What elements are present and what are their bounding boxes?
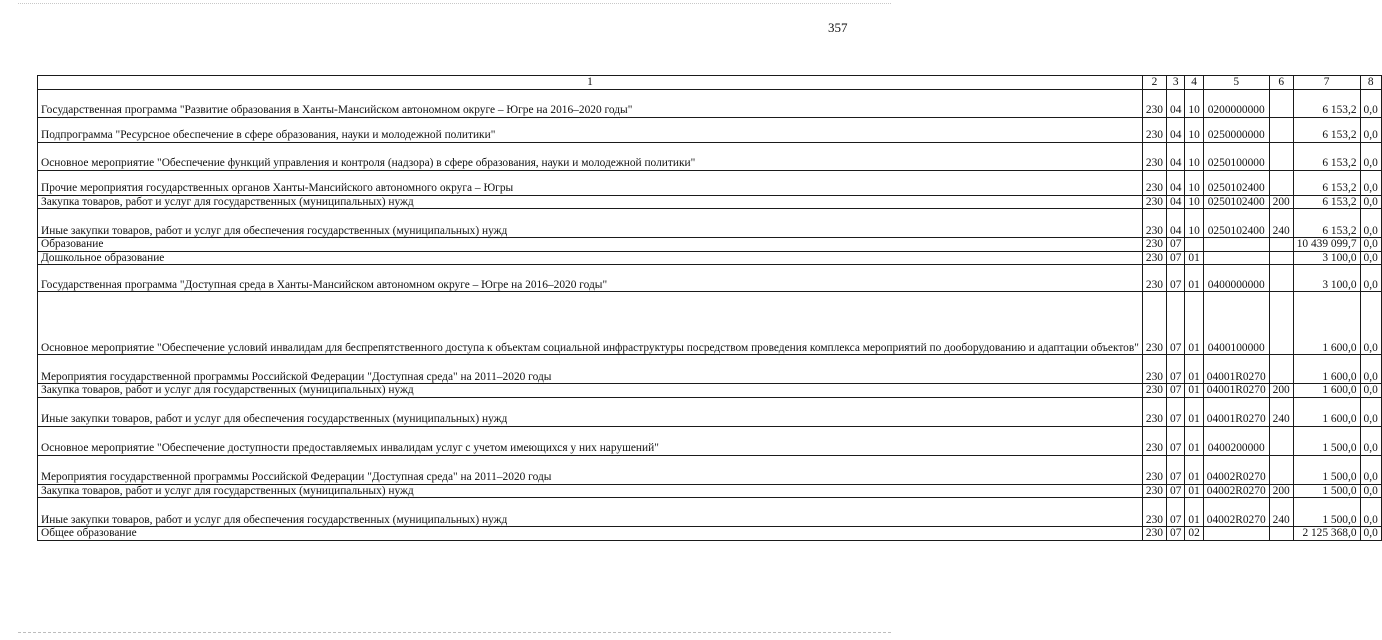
row-amount-subvention: 0,0 — [1360, 355, 1381, 384]
row-amount-total: 6 153,2 — [1293, 117, 1360, 142]
row-amount-total: 1 500,0 — [1293, 484, 1360, 498]
table-row — [38, 292, 1382, 355]
row-section-code: 07 — [1167, 384, 1185, 398]
row-expense-type — [1269, 265, 1293, 292]
row-amount-subvention: 0,0 — [1360, 209, 1381, 238]
row-amount-total: 2 125 368,0 — [1293, 527, 1360, 541]
row-grbs-code: 230 — [1142, 265, 1166, 292]
row-subsection-code: 01 — [1185, 484, 1203, 498]
row-name: Основное мероприятие "Обеспечение доступности предоставляемых инвалидам услуг с учетом имеющихся у них нарушений" — [38, 426, 1143, 455]
row-section-code: 07 — [1167, 238, 1185, 252]
row-section-code: 04 — [1167, 195, 1185, 209]
row-section-code: 07 — [1167, 292, 1185, 355]
table-row — [38, 498, 1382, 527]
row-expense-type — [1269, 142, 1293, 170]
row-expense-type — [1269, 455, 1293, 484]
table-row — [38, 484, 1382, 498]
row-grbs-code: 230 — [1142, 397, 1166, 426]
table-row — [38, 195, 1382, 209]
row-amount-total: 3 100,0 — [1293, 265, 1360, 292]
row-amount-total: 1 500,0 — [1293, 498, 1360, 527]
row-grbs-code: 230 — [1142, 195, 1166, 209]
row-expense-type: 240 — [1269, 498, 1293, 527]
row-grbs-code: 230 — [1142, 209, 1166, 238]
table-row — [38, 170, 1382, 195]
row-target-article: 04001R0270 — [1203, 384, 1269, 398]
row-amount-subvention: 0,0 — [1360, 292, 1381, 355]
row-target-article — [1203, 527, 1269, 541]
row-amount-subvention: 0,0 — [1360, 117, 1381, 142]
column-header: 1 — [38, 76, 1143, 90]
row-expense-type — [1269, 251, 1293, 265]
row-grbs-code: 230 — [1142, 455, 1166, 484]
row-section-code: 07 — [1167, 397, 1185, 426]
row-amount-total: 1 500,0 — [1293, 455, 1360, 484]
row-name: Иные закупки товаров, работ и услуг для обеспечения государственных (муниципальных) нужд — [38, 397, 1143, 426]
row-section-code: 04 — [1167, 170, 1185, 195]
row-subsection-code: 01 — [1185, 265, 1203, 292]
row-subsection-code: 10 — [1185, 195, 1203, 209]
table-row — [38, 397, 1382, 426]
row-amount-subvention: 0,0 — [1360, 265, 1381, 292]
row-section-code: 07 — [1167, 251, 1185, 265]
column-header: 5 — [1203, 76, 1269, 90]
row-target-article: 0200000000 — [1203, 89, 1269, 117]
table-row — [38, 117, 1382, 142]
row-section-code: 07 — [1167, 355, 1185, 384]
table-row — [38, 238, 1382, 252]
row-subsection-code: 01 — [1185, 251, 1203, 265]
row-section-code: 04 — [1167, 209, 1185, 238]
row-name: Государственная программа "Развитие образования в Ханты-Мансийском автономном округе – Югре на 2016–2020 годы" — [38, 89, 1143, 117]
row-amount-total: 1 600,0 — [1293, 292, 1360, 355]
row-amount-subvention: 0,0 — [1360, 484, 1381, 498]
table-row — [38, 527, 1382, 541]
column-header: 4 — [1185, 76, 1203, 90]
column-header: 2 — [1142, 76, 1166, 90]
row-expense-type: 200 — [1269, 484, 1293, 498]
column-header: 3 — [1167, 76, 1185, 90]
row-amount-subvention: 0,0 — [1360, 527, 1381, 541]
row-amount-total: 1 600,0 — [1293, 397, 1360, 426]
row-subsection-code: 01 — [1185, 355, 1203, 384]
row-name: Мероприятия государственной программы Российской Федерации "Доступная среда" на 2011–2020 годы — [38, 455, 1143, 484]
row-section-code: 04 — [1167, 89, 1185, 117]
row-subsection-code: 10 — [1185, 89, 1203, 117]
row-amount-total: 1 500,0 — [1293, 426, 1360, 455]
column-header: 8 — [1360, 76, 1381, 90]
budget-table — [37, 75, 1382, 541]
column-header: 6 — [1269, 76, 1293, 90]
row-target-article: 04001R0270 — [1203, 355, 1269, 384]
row-expense-type — [1269, 89, 1293, 117]
row-target-article: 0250000000 — [1203, 117, 1269, 142]
row-name: Закупка товаров, работ и услуг для государственных (муниципальных) нужд — [38, 484, 1143, 498]
row-expense-type: 240 — [1269, 209, 1293, 238]
row-grbs-code: 230 — [1142, 426, 1166, 455]
row-expense-type — [1269, 426, 1293, 455]
row-amount-total: 6 153,2 — [1293, 142, 1360, 170]
row-grbs-code: 230 — [1142, 498, 1166, 527]
row-name: Основное мероприятие "Обеспечение функций управления и контроля (надзора) в сфере образования, науки и молодежной политики" — [38, 142, 1143, 170]
row-target-article: 0400200000 — [1203, 426, 1269, 455]
row-amount-subvention: 0,0 — [1360, 89, 1381, 117]
row-amount-subvention: 0,0 — [1360, 397, 1381, 426]
row-amount-subvention: 0,0 — [1360, 238, 1381, 252]
row-expense-type: 200 — [1269, 195, 1293, 209]
scan-artifact-top — [18, 3, 891, 4]
row-expense-type: 240 — [1269, 397, 1293, 426]
row-grbs-code: 230 — [1142, 117, 1166, 142]
row-name: Иные закупки товаров, работ и услуг для обеспечения государственных (муниципальных) нужд — [38, 498, 1143, 527]
row-subsection-code — [1185, 238, 1203, 252]
row-amount-total: 6 153,2 — [1293, 209, 1360, 238]
row-target-article: 0250102400 — [1203, 195, 1269, 209]
row-subsection-code: 10 — [1185, 170, 1203, 195]
row-grbs-code: 230 — [1142, 142, 1166, 170]
row-section-code: 07 — [1167, 498, 1185, 527]
table-row — [38, 89, 1382, 117]
row-section-code: 04 — [1167, 142, 1185, 170]
row-amount-subvention: 0,0 — [1360, 251, 1381, 265]
row-amount-subvention: 0,0 — [1360, 170, 1381, 195]
row-subsection-code: 01 — [1185, 498, 1203, 527]
row-expense-type — [1269, 170, 1293, 195]
row-amount-subvention: 0,0 — [1360, 455, 1381, 484]
row-expense-type — [1269, 117, 1293, 142]
row-name: Иные закупки товаров, работ и услуг для обеспечения государственных (муниципальных) нужд — [38, 209, 1143, 238]
row-grbs-code: 230 — [1142, 251, 1166, 265]
row-target-article — [1203, 238, 1269, 252]
row-grbs-code: 230 — [1142, 527, 1166, 541]
row-grbs-code: 230 — [1142, 292, 1166, 355]
table-row — [38, 426, 1382, 455]
row-name: Основное мероприятие "Обеспечение условий инвалидам для беспрепятственного доступа к объектам социальной инфраструктуры посредством проведения комплекса мероприятий по дооборудованию и адаптации объектов" — [38, 292, 1143, 355]
row-expense-type: 200 — [1269, 384, 1293, 398]
scan-artifact-bottom — [18, 632, 891, 633]
row-subsection-code: 01 — [1185, 397, 1203, 426]
row-subsection-code: 02 — [1185, 527, 1203, 541]
row-grbs-code: 230 — [1142, 89, 1166, 117]
row-target-article: 0250102400 — [1203, 209, 1269, 238]
row-amount-total: 6 153,2 — [1293, 170, 1360, 195]
row-amount-total: 6 153,2 — [1293, 195, 1360, 209]
row-target-article: 04002R0270 — [1203, 455, 1269, 484]
row-amount-total: 10 439 099,7 — [1293, 238, 1360, 252]
row-amount-subvention: 0,0 — [1360, 142, 1381, 170]
table-row — [38, 251, 1382, 265]
row-amount-total: 1 600,0 — [1293, 384, 1360, 398]
row-name: Общее образование — [38, 527, 1143, 541]
table-row — [38, 355, 1382, 384]
row-target-article: 0400000000 — [1203, 265, 1269, 292]
row-expense-type — [1269, 292, 1293, 355]
row-subsection-code: 10 — [1185, 209, 1203, 238]
row-name: Подпрограмма "Ресурсное обеспечение в сфере образования, науки и молодежной политики" — [38, 117, 1143, 142]
row-amount-total: 3 100,0 — [1293, 251, 1360, 265]
row-subsection-code: 01 — [1185, 455, 1203, 484]
row-subsection-code: 10 — [1185, 117, 1203, 142]
row-subsection-code: 01 — [1185, 292, 1203, 355]
row-target-article: 04001R0270 — [1203, 397, 1269, 426]
row-expense-type — [1269, 355, 1293, 384]
row-target-article: 0400100000 — [1203, 292, 1269, 355]
row-target-article: 04002R0270 — [1203, 484, 1269, 498]
row-expense-type — [1269, 238, 1293, 252]
row-grbs-code: 230 — [1142, 170, 1166, 195]
column-number-row — [38, 76, 1382, 90]
row-amount-subvention: 0,0 — [1360, 426, 1381, 455]
table-body — [38, 89, 1382, 540]
row-name: Государственная программа "Доступная среда в Ханты-Мансийском автономном округе – Югре на 2016–2020 годы" — [38, 265, 1143, 292]
row-target-article: 0250102400 — [1203, 170, 1269, 195]
row-target-article: 0250100000 — [1203, 142, 1269, 170]
row-subsection-code: 10 — [1185, 142, 1203, 170]
row-section-code: 07 — [1167, 426, 1185, 455]
row-section-code: 04 — [1167, 117, 1185, 142]
row-name: Прочие мероприятия государственных органов Ханты-Мансийского автономного округа – Югры — [38, 170, 1143, 195]
row-section-code: 07 — [1167, 527, 1185, 541]
row-amount-subvention: 0,0 — [1360, 195, 1381, 209]
row-target-article — [1203, 251, 1269, 265]
row-expense-type — [1269, 527, 1293, 541]
page-number: 357 — [828, 20, 848, 35]
table-row — [38, 384, 1382, 398]
row-name: Закупка товаров, работ и услуг для государственных (муниципальных) нужд — [38, 195, 1143, 209]
table-row — [38, 142, 1382, 170]
row-section-code: 07 — [1167, 484, 1185, 498]
table-row — [38, 209, 1382, 238]
row-name: Дошкольное образование — [38, 251, 1143, 265]
row-grbs-code: 230 — [1142, 484, 1166, 498]
table-row — [38, 455, 1382, 484]
row-name: Закупка товаров, работ и услуг для государственных (муниципальных) нужд — [38, 384, 1143, 398]
row-amount-total: 1 600,0 — [1293, 355, 1360, 384]
row-amount-subvention: 0,0 — [1360, 384, 1381, 398]
row-amount-subvention: 0,0 — [1360, 498, 1381, 527]
row-amount-total: 6 153,2 — [1293, 89, 1360, 117]
column-header: 7 — [1293, 76, 1360, 90]
row-section-code: 07 — [1167, 265, 1185, 292]
row-grbs-code: 230 — [1142, 355, 1166, 384]
row-section-code: 07 — [1167, 455, 1185, 484]
row-grbs-code: 230 — [1142, 238, 1166, 252]
row-subsection-code: 01 — [1185, 384, 1203, 398]
table-row — [38, 265, 1382, 292]
row-target-article: 04002R0270 — [1203, 498, 1269, 527]
row-name: Образование — [38, 238, 1143, 252]
row-subsection-code: 01 — [1185, 426, 1203, 455]
row-grbs-code: 230 — [1142, 384, 1166, 398]
row-name: Мероприятия государственной программы Российской Федерации "Доступная среда" на 2011–2020 годы — [38, 355, 1143, 384]
